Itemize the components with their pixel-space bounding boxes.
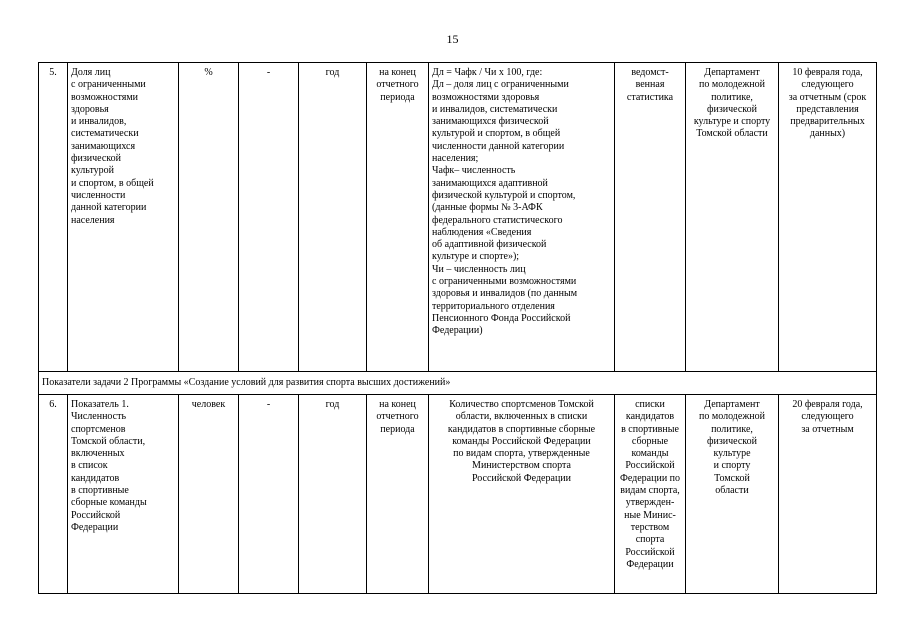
period-cell: год (299, 395, 367, 594)
indicator-name: Доля лиц с ограниченными возможностями здоровья и инвалидов, систематически занимающихся физической культурой и спортом, в общей численности данной категории населения (68, 63, 179, 372)
department-cell: Департамент по молодежной политике, физической культуре и спорту Томской области (686, 395, 779, 594)
source-cell: ведомст- венная статистика (615, 63, 686, 372)
section-header: Показатели задачи 2 Программы «Создание условий для развития спорта высших достижений» (39, 372, 877, 395)
table-row (39, 395, 877, 594)
time-cell: на конец отчетного периода (367, 63, 429, 372)
indicators-table (38, 62, 877, 594)
section-header-row (39, 372, 877, 395)
formula-cell: Количество спортсменов Томской области, включенных в списки кандидатов в спортивные сборные команды Российской Федерации по видам спорта, утвержденные Министерством спорта Российской Федерации (429, 395, 615, 594)
period-cell: год (299, 63, 367, 372)
deadline-cell: 10 февраля года, следующего за отчетным (срок представления предварительных данных) (779, 63, 877, 372)
dash-cell: - (239, 395, 299, 594)
source-cell: списки кандидатов в спортивные сборные команды Российской Федерации по видам спорта, утвержден- ные Минис- терством спорта Российской Федерации (615, 395, 686, 594)
formula-cell: Дл = Чафк / Чи х 100, где: Дл – доля лиц с ограниченными возможностями здоровья и инвалидов, систематически занимающихся физической культурой и спортом, в общей численности данной категории населения; Чафк– численность занимающихся адаптивной физической культурой и спортом, (данные формы № 3-АФК федерального статистического наблюдения «Сведения об адаптивной физической культуре и спорте»); Чи – численность лиц с ограниченными возможностями здоровья и инвалидов (по данным территориального отделения Пенсионного Фонда Российской Федерации) (429, 63, 615, 372)
page-number: 15 (446, 32, 459, 46)
unit-cell: % (179, 63, 239, 372)
department-cell: Департамент по молодежной политике, физической культуре и спорту Томской области (686, 63, 779, 372)
indicator-name: Показатель 1. Численность спортсменов Томской области, включенных в список кандидатов в спортивные сборные команды Российской Федерации (68, 395, 179, 594)
dash-cell: - (239, 63, 299, 372)
table-row (39, 63, 877, 372)
deadline-cell: 20 февраля года, следующего за отчетным (779, 395, 877, 594)
row-number: 6. (39, 395, 68, 594)
time-cell: на конец отчетного периода (367, 395, 429, 594)
row-number: 5. (39, 63, 68, 372)
unit-cell: человек (179, 395, 239, 594)
